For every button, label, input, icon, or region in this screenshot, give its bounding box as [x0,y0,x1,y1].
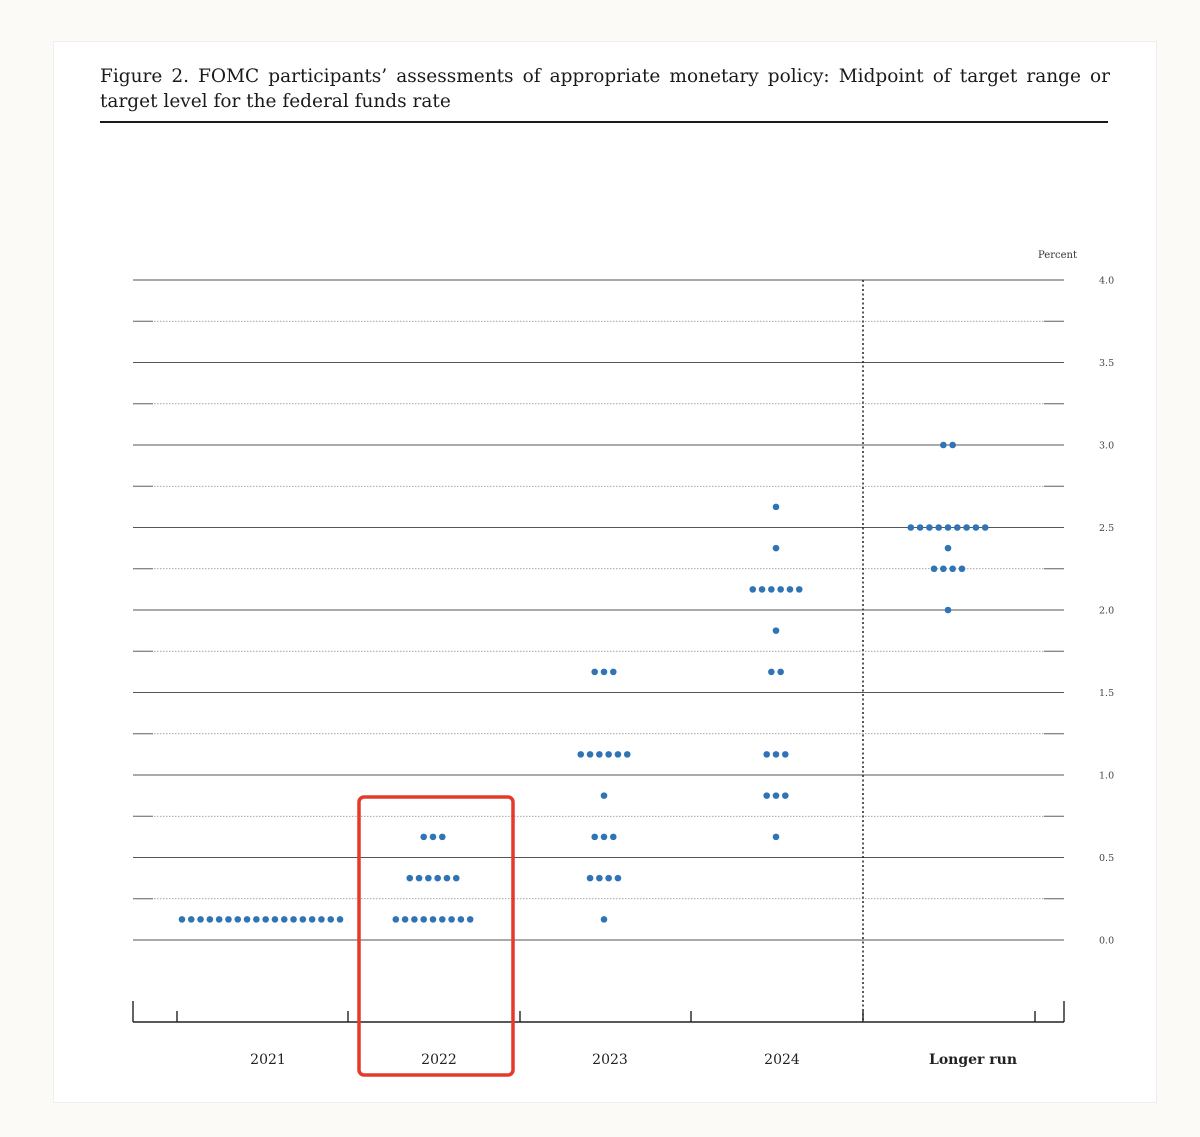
participant-dot [587,751,594,758]
participant-dot [290,916,297,923]
figure-title: Figure 2. FOMC participants’ assessments of appropriate monetary policy: Midpoint of target range or target level for the federal funds rate [100,66,1110,112]
participant-dot [411,916,418,923]
participant-dot [197,916,204,923]
participant-dot [908,524,915,531]
participant-dot [596,751,603,758]
participant-dot [773,751,780,758]
y-axis-unit-label: Percent [1038,250,1077,261]
participant-dot [940,565,947,572]
participant-dot [945,545,952,552]
participant-dot [759,586,766,593]
participant-dot [318,916,325,923]
participant-dot [430,834,437,841]
y-tick-label: 2.0 [1099,605,1115,617]
participant-dot [610,834,617,841]
participant-dot [272,916,279,923]
highlight-box-2022 [359,797,513,1075]
y-tick-label: 0.5 [1099,853,1115,864]
participant-dot [945,524,952,531]
y-tick-label: 3.0 [1099,440,1115,452]
participant-dot [601,916,608,923]
participant-dot [402,916,409,923]
participant-dot [439,834,446,841]
participant-dot [773,504,780,511]
y-tick-label: 1.5 [1099,688,1115,699]
participant-dot [420,916,427,923]
participant-dot [601,792,608,799]
participant-dot [596,875,603,882]
participant-dot [234,916,241,923]
participant-dot [188,916,195,923]
y-tick-label: 3.5 [1099,358,1115,369]
participant-dot [601,669,608,676]
participant-dot [610,669,617,676]
participant-dot [749,586,756,593]
participant-dot [982,524,989,531]
participant-dot [768,669,775,676]
participant-dot [448,916,455,923]
participant-dot [420,834,427,841]
x-category-label: 2023 [592,1052,628,1068]
participant-dot [262,916,269,923]
participant-dot [949,442,956,449]
participant-dot [327,916,334,923]
participant-dot [935,524,942,531]
participant-dot [458,916,465,923]
participant-dot [605,751,612,758]
participant-dot [773,792,780,799]
participant-dot [931,565,938,572]
participant-dot [309,916,316,923]
participant-dot [179,916,186,923]
participant-dot [393,916,400,923]
participant-dot [624,751,631,758]
y-tick-label: 1.0 [1099,770,1115,782]
participant-dot [773,834,780,841]
participant-dot [763,792,770,799]
participant-dot [207,916,214,923]
participant-dot [244,916,251,923]
participant-dot [954,524,961,531]
participant-dot [782,751,789,758]
y-tick-label: 0.0 [1099,935,1115,947]
x-category-label: 2021 [250,1052,286,1068]
participant-dot [787,586,794,593]
participant-dot [796,586,803,593]
participant-dot [615,875,622,882]
participant-dot [945,607,952,614]
participant-dot [940,442,947,449]
participant-dot [591,669,598,676]
participant-dot [434,875,441,882]
participant-dot [337,916,344,923]
x-category-label: 2022 [421,1052,457,1068]
participant-dot [587,875,594,882]
participant-dot [281,916,288,923]
participant-dot [591,834,598,841]
x-category-label: Longer run [928,1052,1018,1068]
participant-dot [439,916,446,923]
participant-dot [926,524,933,531]
participant-dot [605,875,612,882]
participant-dot [601,834,608,841]
participant-dot [773,545,780,552]
participant-dot [973,524,980,531]
y-tick-label: 4.0 [1099,275,1115,287]
participant-dot [406,875,413,882]
participant-dot [416,875,423,882]
participant-dot [773,627,780,634]
participant-dot [949,565,956,572]
participant-dot [453,875,460,882]
participant-dot [963,524,970,531]
participant-dot [777,586,784,593]
participant-dot [430,916,437,923]
participant-dot [777,669,784,676]
participant-dot [216,916,223,923]
participant-dot [467,916,474,923]
participant-dot [577,751,584,758]
participant-dot [917,524,924,531]
participant-dot [615,751,622,758]
participant-dot [782,792,789,799]
participant-dot [959,565,966,572]
participant-dot [225,916,232,923]
participant-dot [768,586,775,593]
y-tick-label: 2.5 [1099,523,1115,534]
participant-dot [425,875,432,882]
participant-dot [253,916,260,923]
participant-dot [763,751,770,758]
x-category-label: 2024 [764,1052,800,1068]
participant-dot [444,875,451,882]
participant-dot [300,916,307,923]
